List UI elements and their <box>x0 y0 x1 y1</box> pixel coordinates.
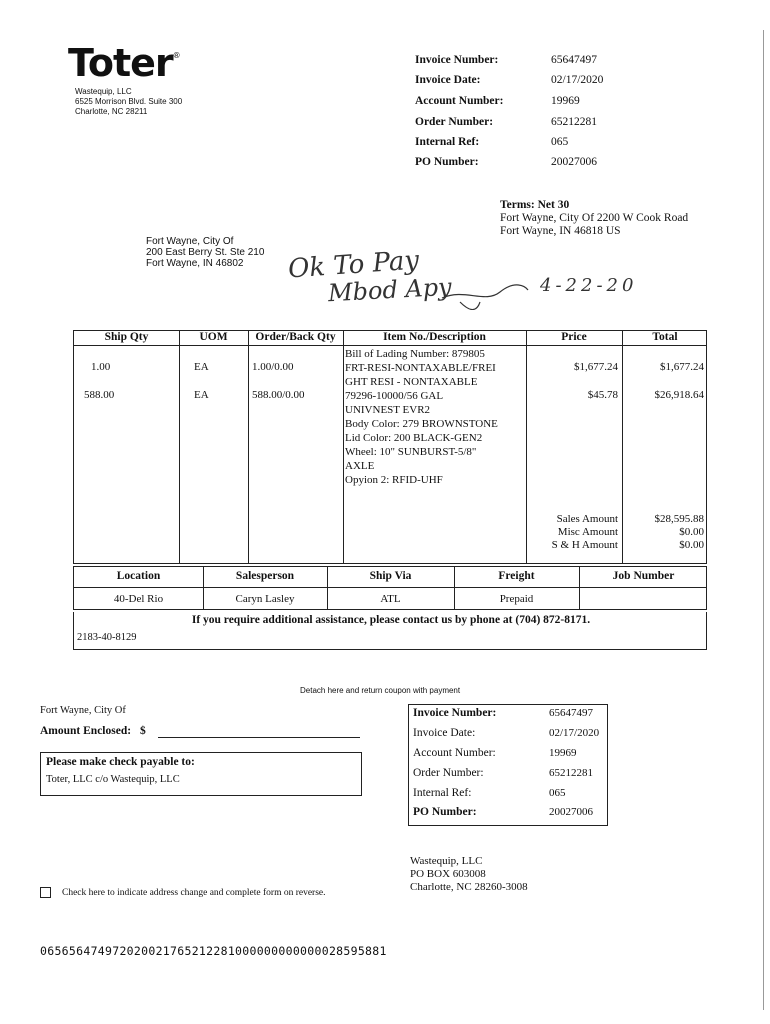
address-change-label: Check here to indicate address change and complete form on reverse. <box>62 888 326 898</box>
bill-to-line3: Fort Wayne, IN 46802 <box>146 258 244 269</box>
company-logo: Toter® <box>68 41 180 85</box>
remit-address: Wastequip, LLC PO BOX 603008 Charlotte, NC 28260-3008 <box>410 855 528 893</box>
terms-label: Terms: Net 30 <box>500 199 570 211</box>
ship-header-job-number: Job Number <box>612 570 675 582</box>
handwritten-approval: Ok To Pay <box>287 245 420 285</box>
ship-value-location: 40-Del Rio <box>113 593 164 605</box>
row2-order-back: 588.00/0.00 <box>252 389 305 401</box>
sh-amount-value: $0.00 <box>679 539 704 551</box>
bill-to-address <box>146 236 264 269</box>
company-name: Wastequip, LLC <box>75 87 132 96</box>
amount-enclosed-label: Amount Enclosed: $ <box>40 725 146 737</box>
sales-amount-value: $28,595.88 <box>654 513 704 525</box>
col-header-order-back: Order/Back Qty <box>255 331 336 343</box>
ship-header-ship-via: Ship Via <box>369 570 412 582</box>
handwriting-flourish <box>440 280 530 310</box>
ship-header-location: Location <box>116 570 161 582</box>
col-header-price: Price <box>561 331 587 343</box>
assistance-text: If you require additional assistance, please contact us by phone at (704) 872-8171. <box>191 614 591 626</box>
ship-to-line1: Fort Wayne, City Of 2200 W Cook Road <box>500 212 689 224</box>
item-description: Bill of Lading Number: 879805 FRT-RESI-NONTAXABLE/FREI GHT RESI - NONTAXABLE 79296-10000/56 GAL UNIVNEST EVR2 Body Color: 279 BROWNSTONE Lid Color: 200 BLACK-GEN2 Wheel: 10" SUNBURST-5/8" AXLE Opyion 2: RFID-UHF <box>345 348 498 486</box>
coupon-meta-box: Invoice Number: 65647497 Invoice Date: 02/17/2020 Account Number: 19969 Order Number: 65212281 Internal Ref: 065 PO Number: 20027006 <box>408 704 608 826</box>
sh-amount-label: S & H Amount <box>551 539 618 551</box>
ship-value-salesperson: Caryn Lasley <box>235 593 295 605</box>
col-header-uom: UOM <box>199 331 228 343</box>
reference-code: 2183-40-8129 <box>77 632 137 643</box>
amount-enclosed-field[interactable] <box>158 737 360 738</box>
ship-value-freight: Prepaid <box>499 593 534 605</box>
bill-to-line2: 200 East Berry St. Ste 210 <box>146 247 265 258</box>
ship-header-salesperson: Salesperson <box>235 570 295 582</box>
ship-to-line2: Fort Wayne, IN 46818 US <box>500 225 621 237</box>
row2-uom: EA <box>194 389 209 401</box>
payable-box <box>40 752 362 796</box>
payable-label: Please make check payable to: <box>46 756 195 768</box>
row1-order-back: 1.00/0.00 <box>252 361 294 373</box>
company-address-line1: 6525 Morrison Blvd. Suite 300 <box>75 97 183 106</box>
company-address <box>75 87 182 117</box>
sales-amount-label: Sales Amount <box>556 513 618 525</box>
assistance-box <box>73 612 707 650</box>
row1-ship-qty: 1.00 <box>91 361 111 373</box>
misc-amount-label: Misc Amount <box>557 526 618 538</box>
row2-total: $26,918.64 <box>654 389 704 401</box>
col-header-ship-qty: Ship Qty <box>104 331 149 343</box>
ship-header-freight: Freight <box>498 570 535 582</box>
col-header-description: Item No./Description <box>383 331 486 343</box>
address-change-checkbox[interactable] <box>40 887 51 898</box>
ocr-scanline: 065656474972020021765212281000000000000028595881 <box>40 944 387 958</box>
page-edge <box>763 30 764 1010</box>
row2-price: $45.78 <box>587 389 618 401</box>
shipping-table <box>73 566 707 610</box>
terms-block <box>500 199 688 238</box>
handwritten-date: 4-22-20 <box>540 275 638 296</box>
row1-total: $1,677.24 <box>660 361 704 373</box>
coupon-customer: Fort Wayne, City Of <box>40 705 126 716</box>
ship-value-ship-via: ATL <box>380 593 401 605</box>
row1-uom: EA <box>194 361 209 373</box>
detach-instruction: Detach here and return coupon with payment <box>300 686 461 695</box>
company-address-line2: Charlotte, NC 28211 <box>75 107 148 116</box>
row2-ship-qty: 588.00 <box>84 389 115 401</box>
payable-to: Toter, LLC c/o Wastequip, LLC <box>46 774 180 785</box>
col-header-total: Total <box>652 331 678 343</box>
row1-price: $1,677.24 <box>574 361 618 373</box>
bill-to-line1: Fort Wayne, City Of <box>146 236 234 247</box>
handwritten-signature: Mbod Apy <box>327 272 453 308</box>
misc-amount-value: $0.00 <box>679 526 704 538</box>
invoice-items-table <box>73 330 707 564</box>
